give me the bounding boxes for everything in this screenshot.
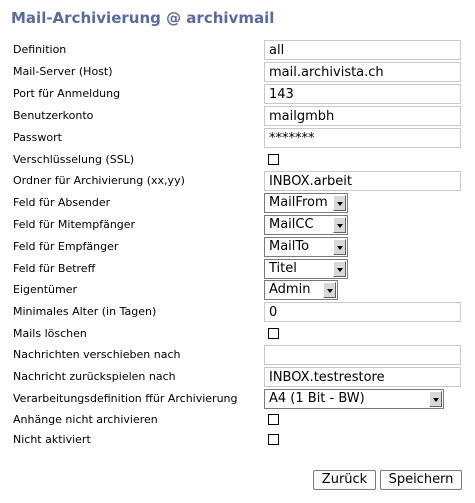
restore-to-label: Nachricht zurückspielen nach xyxy=(13,370,176,383)
password-input[interactable] xyxy=(264,128,461,148)
no-attach-label: Anhänge nicht archivieren xyxy=(13,413,158,426)
processing-select-value: A4 (1 Bit - BW) xyxy=(269,391,365,406)
row-processing xyxy=(0,389,475,409)
server-label: Mail-Server (Host) xyxy=(13,65,113,78)
move-to-label: Nachrichten verschieben nach xyxy=(13,348,181,361)
row-folder xyxy=(0,171,475,191)
row-user xyxy=(0,106,475,126)
no-attach-checkbox[interactable] xyxy=(268,414,279,425)
subject-select-value: Titel xyxy=(269,261,297,276)
from-select-value: MailFrom xyxy=(269,195,328,210)
row-no-attach xyxy=(0,410,475,430)
user-input[interactable] xyxy=(264,106,461,126)
cc-select-value: MailCC xyxy=(269,217,314,232)
chevron-down-icon[interactable] xyxy=(333,217,346,233)
row-port xyxy=(0,84,475,104)
owner-select[interactable] xyxy=(264,280,338,300)
min-age-input[interactable] xyxy=(264,302,461,322)
row-definition xyxy=(0,40,475,60)
row-to xyxy=(0,237,475,257)
port-label: Port für Anmeldung xyxy=(13,87,121,100)
delete-label: Mails löschen xyxy=(13,327,87,340)
ssl-label: Verschlüsselung (SSL) xyxy=(13,153,135,166)
folder-label: Ordner für Archivierung (xx,yy) xyxy=(13,174,185,187)
row-min-age xyxy=(0,302,475,322)
to-select-value: MailTo xyxy=(269,239,310,254)
subject-label: Feld für Betreff xyxy=(13,262,96,275)
row-cc xyxy=(0,215,475,235)
row-from xyxy=(0,193,475,213)
owner-select-value: Admin xyxy=(269,282,311,297)
from-label: Feld für Absender xyxy=(13,196,111,209)
user-label: Benutzerkonto xyxy=(13,109,94,122)
inactive-checkbox[interactable] xyxy=(268,434,279,445)
password-label: Passwort xyxy=(13,131,62,144)
row-move-to xyxy=(0,345,475,365)
move-to-input[interactable] xyxy=(264,345,461,365)
save-button[interactable]: Speichern xyxy=(380,470,462,490)
chevron-down-icon[interactable] xyxy=(333,261,346,277)
row-subject xyxy=(0,259,475,279)
row-delete xyxy=(0,324,475,344)
folder-input[interactable] xyxy=(264,171,461,191)
to-label: Feld für Empfänger xyxy=(13,240,119,253)
row-ssl xyxy=(0,150,475,170)
cc-select[interactable] xyxy=(264,215,348,235)
chevron-down-icon[interactable] xyxy=(333,195,346,211)
from-select[interactable] xyxy=(264,193,348,213)
cc-label: Feld für Mitempfänger xyxy=(13,218,136,231)
server-input[interactable] xyxy=(264,62,461,82)
back-button[interactable]: Zurück xyxy=(313,470,376,490)
row-server xyxy=(0,62,475,82)
ssl-checkbox[interactable] xyxy=(268,154,279,165)
to-select[interactable] xyxy=(264,237,348,257)
page-title: Mail-Archivierung @ archivmail xyxy=(11,9,275,27)
chevron-down-icon[interactable] xyxy=(333,239,346,255)
delete-checkbox[interactable] xyxy=(268,328,279,339)
processing-label: Verarbeitungsdefinition ffür Archivierung xyxy=(13,392,238,405)
definition-input[interactable] xyxy=(264,40,461,60)
chevron-down-icon[interactable] xyxy=(429,391,442,407)
min-age-label: Minimales Alter (in Tagen) xyxy=(13,305,157,318)
definition-label: Definition xyxy=(13,43,67,56)
row-owner xyxy=(0,280,475,300)
row-password xyxy=(0,128,475,148)
restore-to-input[interactable] xyxy=(264,367,461,387)
row-inactive xyxy=(0,430,475,450)
chevron-down-icon[interactable] xyxy=(323,282,336,298)
owner-label: Eigentümer xyxy=(13,283,78,296)
row-restore-to xyxy=(0,367,475,387)
inactive-label: Nicht aktiviert xyxy=(13,433,91,446)
port-input[interactable] xyxy=(264,84,461,104)
processing-select[interactable] xyxy=(264,389,444,409)
subject-select[interactable] xyxy=(264,259,348,279)
